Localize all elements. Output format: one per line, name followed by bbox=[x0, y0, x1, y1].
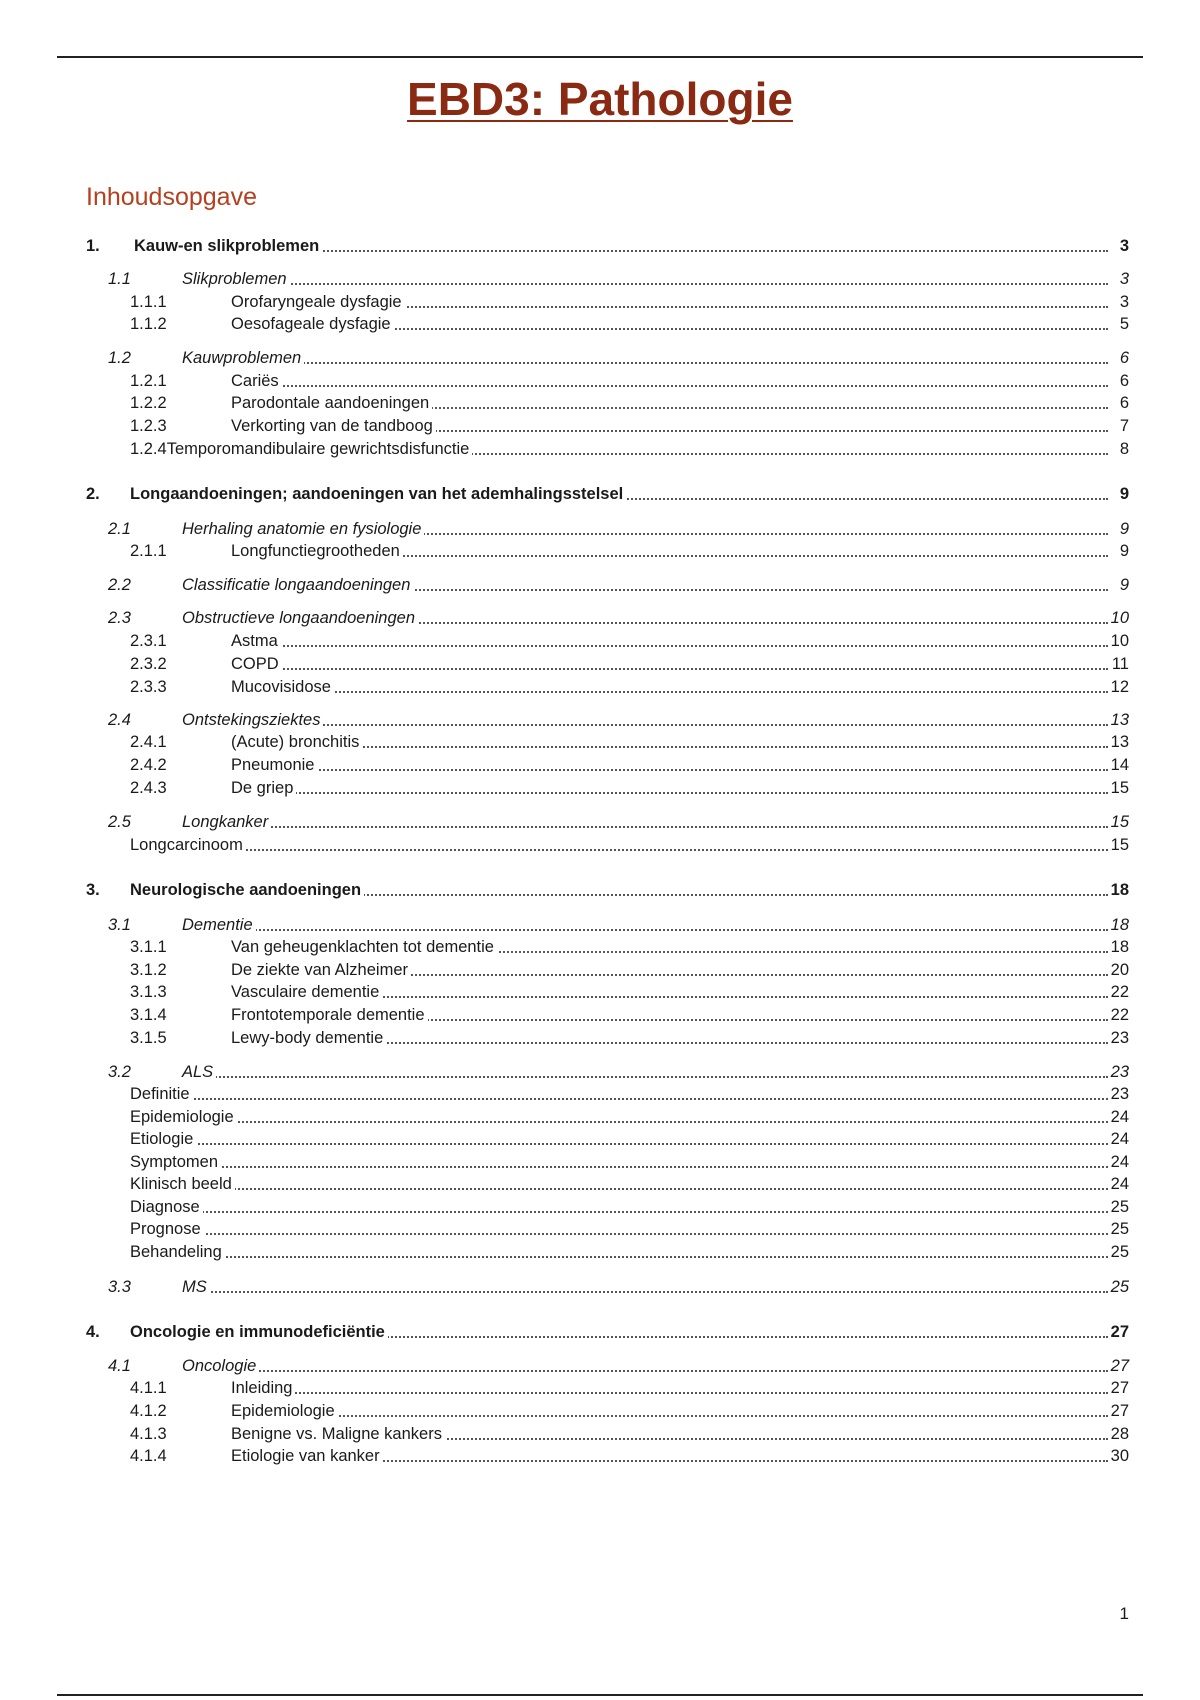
toc-entry[interactable] bbox=[0, 1218, 1200, 1240]
toc-entry-number: 3.3 bbox=[108, 1278, 131, 1296]
toc-leader-dots bbox=[200, 362, 1108, 364]
toc-entry[interactable] bbox=[0, 540, 1200, 562]
toc-entry-label: Kauwproblemen bbox=[182, 347, 304, 369]
toc-entry-number: 2.3 bbox=[108, 609, 131, 627]
toc-entry-page: 3 bbox=[1117, 268, 1129, 290]
toc-entry-label: Epidemiologie bbox=[231, 1400, 338, 1422]
toc-entry-label: Etiologie bbox=[130, 1128, 196, 1150]
toc-entry-number: 3.1.1 bbox=[130, 938, 167, 956]
toc-entry-label: Mucovisidose bbox=[231, 676, 334, 698]
toc-entry[interactable] bbox=[0, 347, 1200, 369]
document-title-text: EBD3: Pathologie bbox=[407, 73, 793, 125]
toc-leader-dots bbox=[240, 1415, 1108, 1417]
toc-entry-number: 2.3.1 bbox=[130, 632, 167, 650]
toc-leader-dots bbox=[150, 1098, 1108, 1100]
toc-entry-number: 4.1.4 bbox=[130, 1447, 167, 1465]
toc-entry-page: 20 bbox=[1108, 959, 1129, 981]
bottom-rule bbox=[57, 1694, 1143, 1696]
toc-entry-number: 4.1.2 bbox=[130, 1402, 167, 1420]
toc-entry-number: 1.2.2 bbox=[130, 394, 167, 412]
toc-entry[interactable] bbox=[0, 754, 1200, 776]
toc-entry-page: 12 bbox=[1108, 676, 1129, 698]
toc-entry-label: Pneumonie bbox=[231, 754, 317, 776]
toc-entry[interactable] bbox=[0, 1027, 1200, 1049]
toc-entry-page: 27 bbox=[1108, 1400, 1129, 1422]
toc-entry-number: 4.1.1 bbox=[130, 1379, 167, 1397]
toc-entry-page: 22 bbox=[1108, 981, 1129, 1003]
toc-entry-number: 2.5 bbox=[108, 813, 131, 831]
toc-entry[interactable] bbox=[0, 1321, 1200, 1343]
toc-leader-dots bbox=[240, 1392, 1108, 1394]
toc-leader-dots bbox=[150, 1143, 1108, 1145]
toc-leader-dots bbox=[200, 283, 1108, 285]
toc-entry-number: 2.4 bbox=[108, 711, 131, 729]
toc-entry-page: 24 bbox=[1108, 1173, 1129, 1195]
toc-entry[interactable] bbox=[0, 676, 1200, 698]
toc-entry-label: Neurologische aandoeningen bbox=[130, 879, 364, 901]
toc-entry-number: 1.2.1 bbox=[130, 372, 167, 390]
toc-leader-dots bbox=[240, 691, 1108, 693]
toc-leader-dots bbox=[320, 894, 1108, 896]
toc-entry-number: 2.4.2 bbox=[130, 756, 167, 774]
toc-entry-label: Herhaling anatomie en fysiologie bbox=[182, 518, 424, 540]
toc-entry-number: 3.1.2 bbox=[130, 961, 167, 979]
toc-leader-dots bbox=[240, 769, 1108, 771]
toc-entry[interactable] bbox=[0, 811, 1200, 833]
toc-entry-page: 9 bbox=[1117, 518, 1129, 540]
toc-leader-dots bbox=[150, 849, 1108, 851]
toc-entry-number: 2.1 bbox=[108, 520, 131, 538]
toc-entry[interactable] bbox=[0, 574, 1200, 596]
toc-entry[interactable] bbox=[0, 1355, 1200, 1377]
toc-heading: Inhoudsopgave bbox=[86, 183, 257, 211]
toc-entry[interactable] bbox=[0, 483, 1200, 505]
toc-leader-dots bbox=[150, 1121, 1108, 1123]
toc-entry-label: Obstructieve longaandoeningen bbox=[182, 607, 418, 629]
toc-entry-page: 25 bbox=[1108, 1196, 1129, 1218]
toc-entry-page: 27 bbox=[1108, 1321, 1129, 1343]
toc-entry-page: 6 bbox=[1117, 370, 1129, 392]
toc-leader-dots bbox=[200, 1291, 1108, 1293]
toc-entry-label: Lewy-body dementie bbox=[231, 1027, 386, 1049]
toc-entry-label: De ziekte van Alzheimer bbox=[231, 959, 411, 981]
toc-entry-page: 25 bbox=[1108, 1241, 1129, 1263]
toc-entry[interactable] bbox=[0, 1276, 1200, 1298]
toc-entry-page: 6 bbox=[1117, 392, 1129, 414]
toc-entry-label: Longfunctiegrootheden bbox=[231, 540, 403, 562]
toc-entry[interactable] bbox=[0, 731, 1200, 753]
toc-entry-number: 1.1.1 bbox=[130, 293, 167, 311]
toc-entry[interactable] bbox=[0, 914, 1200, 936]
toc-entry-label: Classificatie longaandoeningen bbox=[182, 574, 413, 596]
toc-entry[interactable] bbox=[0, 415, 1200, 437]
toc-entry-number: 4.1.3 bbox=[130, 1425, 167, 1443]
toc-entry-number: 2.1.1 bbox=[130, 542, 167, 560]
toc-entry-label: Orofaryngeale dysfagie bbox=[231, 291, 405, 313]
toc-entry[interactable] bbox=[0, 235, 1200, 257]
toc-entry-number: 4. bbox=[86, 1323, 100, 1341]
toc-entry[interactable] bbox=[0, 1151, 1200, 1173]
toc-entry-page: 3 bbox=[1117, 291, 1129, 313]
toc-entry[interactable] bbox=[0, 936, 1200, 958]
toc-entry-page: 27 bbox=[1108, 1355, 1129, 1377]
toc-entry-label: Cariës bbox=[231, 370, 282, 392]
toc-entry-number: 1.1 bbox=[108, 270, 131, 288]
toc-entry-page: 27 bbox=[1108, 1377, 1129, 1399]
toc-leader-dots bbox=[150, 1256, 1108, 1258]
toc-entry[interactable] bbox=[0, 1061, 1200, 1083]
toc-entry-number: 2. bbox=[86, 485, 100, 503]
toc-entry-label: Etiologie van kanker bbox=[231, 1445, 383, 1467]
toc-entry[interactable] bbox=[0, 1173, 1200, 1195]
toc-entry[interactable] bbox=[0, 1241, 1200, 1263]
toc-leader-dots bbox=[240, 645, 1108, 647]
toc-entry-label: Slikproblemen bbox=[182, 268, 290, 290]
toc-entry-label: Longaandoeningen; aandoeningen van het ademhalingsstelsel bbox=[130, 483, 626, 505]
toc-entry-number: 3.1 bbox=[108, 916, 131, 934]
toc-entry-page: 24 bbox=[1108, 1106, 1129, 1128]
toc-entry-number: 3. bbox=[86, 881, 100, 899]
toc-entry-page: 25 bbox=[1108, 1276, 1129, 1298]
toc-entry[interactable] bbox=[0, 1400, 1200, 1422]
toc-entry-number: 2.3.3 bbox=[130, 678, 167, 696]
toc-entry-label: Oncologie bbox=[182, 1355, 259, 1377]
toc-entry[interactable] bbox=[0, 709, 1200, 731]
toc-entry[interactable] bbox=[0, 313, 1200, 335]
toc-entry-label: Van geheugenklachten tot dementie bbox=[231, 936, 497, 958]
toc-entry-page: 18 bbox=[1108, 879, 1129, 901]
toc-entry-page: 18 bbox=[1108, 914, 1129, 936]
toc-entry-page: 28 bbox=[1108, 1423, 1129, 1445]
toc-entry[interactable] bbox=[0, 1445, 1200, 1467]
toc-entry[interactable] bbox=[0, 879, 1200, 901]
toc-entry-label: Oncologie en immunodeficiëntie bbox=[130, 1321, 388, 1343]
toc-entry-number: 2.4.1 bbox=[130, 733, 167, 751]
toc-entry-label: Inleiding bbox=[231, 1377, 295, 1399]
toc-leader-dots bbox=[200, 929, 1108, 931]
toc-entry-label: Symptomen bbox=[130, 1151, 221, 1173]
toc-entry-label: Definitie bbox=[130, 1083, 193, 1105]
toc-entry-number: 2.2 bbox=[108, 576, 131, 594]
toc-entry[interactable] bbox=[0, 1377, 1200, 1399]
toc-entry[interactable] bbox=[0, 1128, 1200, 1150]
toc-entry[interactable] bbox=[0, 268, 1200, 290]
toc-entry-label: Prognose bbox=[130, 1218, 204, 1240]
toc-entry-label: Parodontale aandoeningen bbox=[231, 392, 432, 414]
toc-leader-dots bbox=[150, 1211, 1108, 1213]
toc-entry-page: 5 bbox=[1117, 313, 1129, 335]
toc-entry-page: 3 bbox=[1117, 235, 1129, 257]
toc-entry[interactable] bbox=[0, 607, 1200, 629]
toc-entry[interactable] bbox=[0, 1106, 1200, 1128]
toc-entry[interactable] bbox=[0, 1196, 1200, 1218]
toc-entry[interactable] bbox=[0, 1423, 1200, 1445]
toc-entry[interactable] bbox=[0, 392, 1200, 414]
toc-entry-page: 23 bbox=[1108, 1061, 1129, 1083]
toc-entry-page: 14 bbox=[1108, 754, 1129, 776]
toc-entry-page: 18 bbox=[1108, 936, 1129, 958]
toc-entry[interactable] bbox=[0, 1004, 1200, 1026]
toc-entry-page: 15 bbox=[1108, 834, 1129, 856]
toc-entry-page: 9 bbox=[1117, 574, 1129, 596]
toc-entry[interactable] bbox=[0, 1083, 1200, 1105]
toc-entry[interactable] bbox=[0, 959, 1200, 981]
toc-entry-label: Vasculaire dementie bbox=[231, 981, 382, 1003]
toc-entry-label: (Acute) bronchitis bbox=[231, 731, 362, 753]
toc-leader-dots bbox=[200, 724, 1108, 726]
toc-leader-dots bbox=[200, 1076, 1108, 1078]
toc-entry-number: 3.1.3 bbox=[130, 983, 167, 1001]
toc-entry-label: Epidemiologie bbox=[130, 1106, 237, 1128]
toc-entry[interactable] bbox=[0, 370, 1200, 392]
toc-entry-page: 24 bbox=[1108, 1128, 1129, 1150]
toc-entry-label: COPD bbox=[231, 653, 282, 675]
toc-leader-dots bbox=[240, 746, 1108, 748]
toc-leader-dots bbox=[150, 1166, 1108, 1168]
toc-entry-label: Frontotemporale dementie bbox=[231, 1004, 428, 1026]
toc-leader-dots bbox=[150, 1188, 1108, 1190]
toc-entry-label: Dementie bbox=[182, 914, 256, 936]
toc-leader-dots bbox=[240, 385, 1108, 387]
toc-entry-label: Astma bbox=[231, 630, 281, 652]
toc-leader-dots bbox=[320, 1336, 1108, 1338]
toc-leader-dots bbox=[200, 1370, 1108, 1372]
toc-entry-label: Verkorting van de tandboog bbox=[231, 415, 436, 437]
toc-entry-page: 23 bbox=[1108, 1027, 1129, 1049]
toc-entry-number: 1.2 bbox=[108, 349, 131, 367]
toc-entry-label: Behandeling bbox=[130, 1241, 225, 1263]
toc-entry-page: 15 bbox=[1108, 777, 1129, 799]
toc-entry-label: Benigne vs. Maligne kankers bbox=[231, 1423, 445, 1445]
toc-entry-page: 13 bbox=[1108, 709, 1129, 731]
toc-entry[interactable] bbox=[0, 630, 1200, 652]
toc-leader-dots bbox=[240, 668, 1108, 670]
toc-leader-dots bbox=[200, 826, 1108, 828]
toc-leader-dots bbox=[320, 250, 1108, 252]
toc-entry-number: 1. bbox=[86, 237, 100, 255]
toc-entry-page: 30 bbox=[1108, 1445, 1129, 1467]
toc-entry-page: 10 bbox=[1108, 607, 1129, 629]
toc-entry-number: 3.2 bbox=[108, 1063, 131, 1081]
toc-entry-label: Diagnose bbox=[130, 1196, 203, 1218]
toc-entry-label: Kauw-en slikproblemen bbox=[134, 235, 322, 257]
toc-entry-label: Oesofageale dysfagie bbox=[231, 313, 394, 335]
toc-entry-label: Ontstekingsziektes bbox=[182, 709, 323, 731]
toc-entry-number: 2.3.2 bbox=[130, 655, 167, 673]
toc-entry[interactable] bbox=[0, 981, 1200, 1003]
toc-entry-page: 11 bbox=[1109, 653, 1129, 675]
toc-entry-number: 3.1.5 bbox=[130, 1029, 167, 1047]
toc-entry[interactable] bbox=[0, 518, 1200, 540]
toc-entry-page: 24 bbox=[1108, 1151, 1129, 1173]
toc-entry[interactable] bbox=[0, 653, 1200, 675]
toc-entry[interactable] bbox=[0, 291, 1200, 313]
toc-entry-label: Longkanker bbox=[182, 811, 271, 833]
toc-entry-page: 15 bbox=[1108, 811, 1129, 833]
toc-entry-number: 1.2.3 bbox=[130, 417, 167, 435]
toc-entry-page: 9 bbox=[1117, 483, 1129, 505]
toc-entry-number: 3.1.4 bbox=[130, 1006, 167, 1024]
toc-entry-label: MS bbox=[182, 1276, 210, 1298]
toc-entry-page: 22 bbox=[1108, 1004, 1129, 1026]
toc-entry-label: Klinisch beeld bbox=[130, 1173, 235, 1195]
toc-leader-dots bbox=[240, 792, 1108, 794]
toc-entry-page: 25 bbox=[1108, 1218, 1129, 1240]
toc-entry-number: 1.1.2 bbox=[130, 315, 167, 333]
toc-entry-label: De griep bbox=[231, 777, 296, 799]
toc-entry-page: 8 bbox=[1117, 438, 1129, 460]
toc-entry-number: 2.4.3 bbox=[130, 779, 167, 797]
toc-entry-page: 23 bbox=[1108, 1083, 1129, 1105]
toc-entry-label: ALS bbox=[182, 1061, 216, 1083]
toc-entry[interactable] bbox=[0, 777, 1200, 799]
toc-entry-page: 10 bbox=[1108, 630, 1129, 652]
page-number: 1 bbox=[1119, 1604, 1129, 1623]
toc-entry-page: 6 bbox=[1117, 347, 1129, 369]
toc-entry-page: 13 bbox=[1108, 731, 1129, 753]
toc-entry-label: Longcarcinoom bbox=[130, 834, 246, 856]
toc-entry[interactable] bbox=[0, 834, 1200, 856]
toc-entry-label: 1.2.4Temporomandibulaire gewrichtsdisfunctie bbox=[130, 438, 472, 460]
toc-entry-page: 9 bbox=[1117, 540, 1129, 562]
toc-leader-dots bbox=[150, 1233, 1108, 1235]
toc-entry-number: 4.1 bbox=[108, 1357, 131, 1375]
toc-entry[interactable] bbox=[0, 438, 1200, 460]
toc-entry-page: 7 bbox=[1117, 415, 1129, 437]
